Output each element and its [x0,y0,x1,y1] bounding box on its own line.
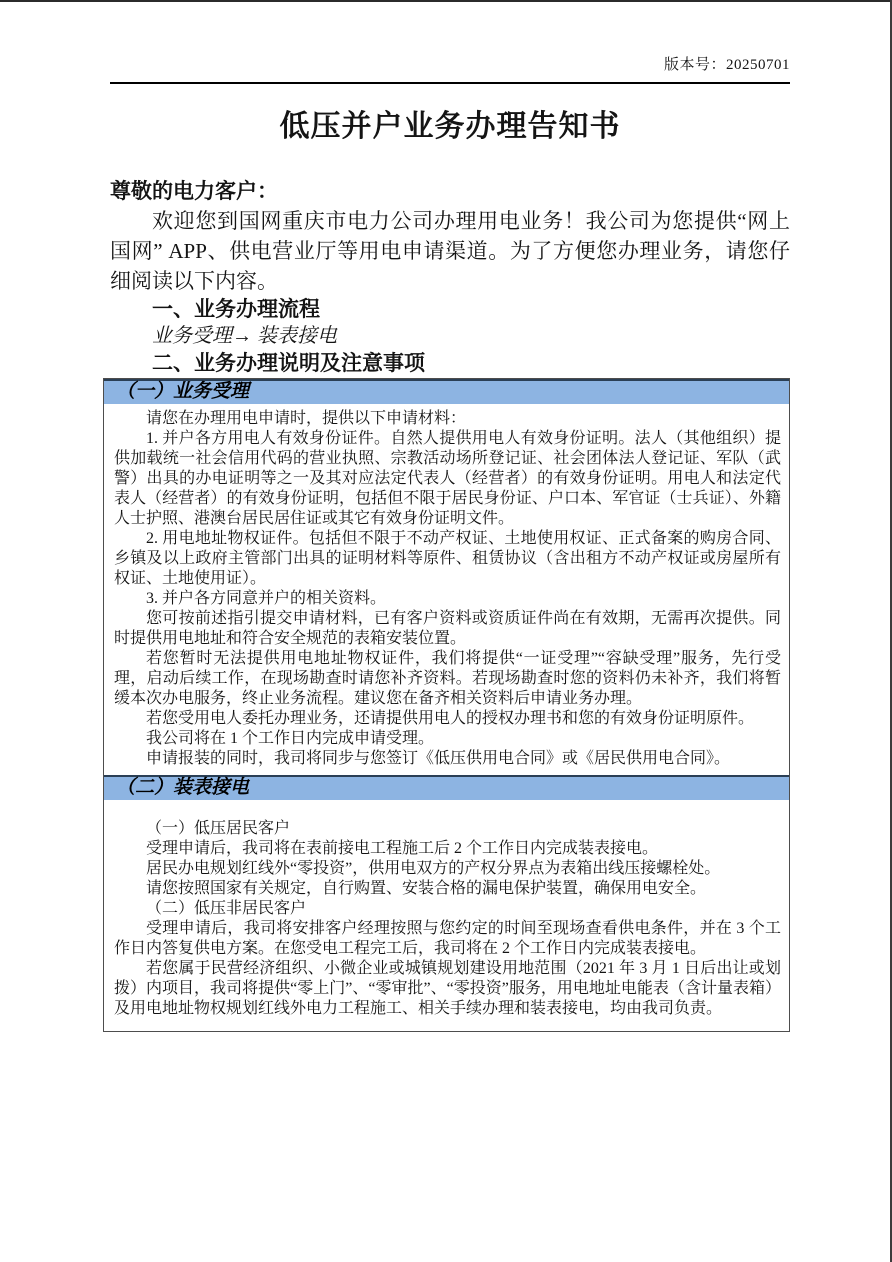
section-heading-process: 一、业务办理流程 [152,298,320,321]
version-label: 版本号：20250701 [663,57,790,73]
paragraph: 2. 用电地址物权证件。包括但不限于不动产权证、土地使用权证、正式备案的购房合同、乡镇及以上政府主管部门出具的证明材料等原件、租赁协议（含出租方不动产权证或房屋所有权证、土地使用证）。 [114,530,781,587]
paragraph: 居民办电规划红线外“零投资”，供用电双方的产权分界点为表箱出线压接螺栓处。 [146,860,721,877]
page-title: 低压并户业务办理告知书 [279,110,621,143]
table-section-body-metering [104,800,789,1031]
version-row [110,54,790,84]
paragraph: 您可按前述指引提交申请材料，已有客户资料或资质证件尚在有效期，无需再次提供。同时提供用电地址和符合安全规范的表箱安装位置。 [114,610,781,647]
paragraph: 若您属于民营经济组织、小微企业或城镇规划建设用地范围（2021 年 3 月 1 日后出让或划拨）内项目，我司将提供“零上门”、“零审批”、“零投资”服务，用电地址电能表（含计量表箱）及用电地址物权规划红线外电力工程施工、相关手续办理和装表接电，均由我司负责。 [114,960,781,1017]
table-section-header-metering: （二）装表接电 [104,775,789,800]
process-flow: 业务受理→ 装表接电 [152,325,337,347]
notice-table [103,378,790,1032]
paragraph: （二）低压非居民客户 [146,900,307,917]
paragraph: 请您在办理用电申请时，提供以下申请材料： [146,410,467,427]
section-heading-notes: 二、业务办理说明及注意事项 [152,352,425,375]
paragraph: 受理申请后，我司将在表前接电工程施工后 2 个工作日内完成装表接电。 [146,840,659,857]
paragraph: 请您按照国家有关规定，自行购置、安装合格的漏电保护装置，确保用电安全。 [146,880,707,897]
paragraph: 受理申请后，我司将安排客户经理按照与您约定的时间至现场查看供电条件，并在 3 个工作日内答复供电方案。在您受电工程完工后，我司将在 2 个工作日内完成装表接电。 [114,920,781,957]
salutation: 尊敬的电力客户： [110,179,278,203]
intro-paragraph: 欢迎您到国网重庆市电力公司办理用电业务！我公司为您提供“网上国网” APP、供电营业厅等用电申请渠道。为了方便您办理业务，请您仔细阅读以下内容。 [110,209,790,293]
paragraph: 1. 并户各方用电人有效身份证件。自然人提供用电人有效身份证明。法人（其他组织）提供加载统一社会信用代码的营业执照、宗教活动场所登记证、社会团体法人登记证、军队（武警）出具的办电证明等之一及其对应法定代表人（经营者）的有效身份证明。用电人和法定代表人（经营者）的有效身份证明，包括但不限于居民身份证、户口本、军官证（士兵证）、外籍人士护照、港澳台居民居住证或其它有效身份证明文件。 [114,430,781,527]
table-section-body-acceptance [104,404,789,775]
paragraph: 我公司将在 1 个工作日内完成申请受理。 [146,730,435,747]
paragraph: 申请报装的同时，我司将同步与您签订《低压供用电合同》或《居民供用电合同》。 [146,750,731,767]
paragraph: 若您暂时无法提供用电地址物权证件，我们将提供“一证受理”“容缺受理”服务，先行受理，启动后续工作，在现场勘查时请您补齐资料。若现场勘查时您的资料仍未补齐，我们将暂缓本次办电服务，终止业务流程。建议您在备齐相关资料后申请业务办理。 [114,650,781,707]
paragraph: 3. 并户各方同意并户的相关资料。 [146,590,387,607]
scan-edge-top [0,0,892,2]
table-section-header-acceptance: （一）业务受理 [104,379,789,404]
paragraph: 若您受用电人委托办理业务，还请提供用电人的授权办理书和您的有效身份证明原件。 [146,710,755,727]
paragraph: （一）低压居民客户 [146,820,291,837]
